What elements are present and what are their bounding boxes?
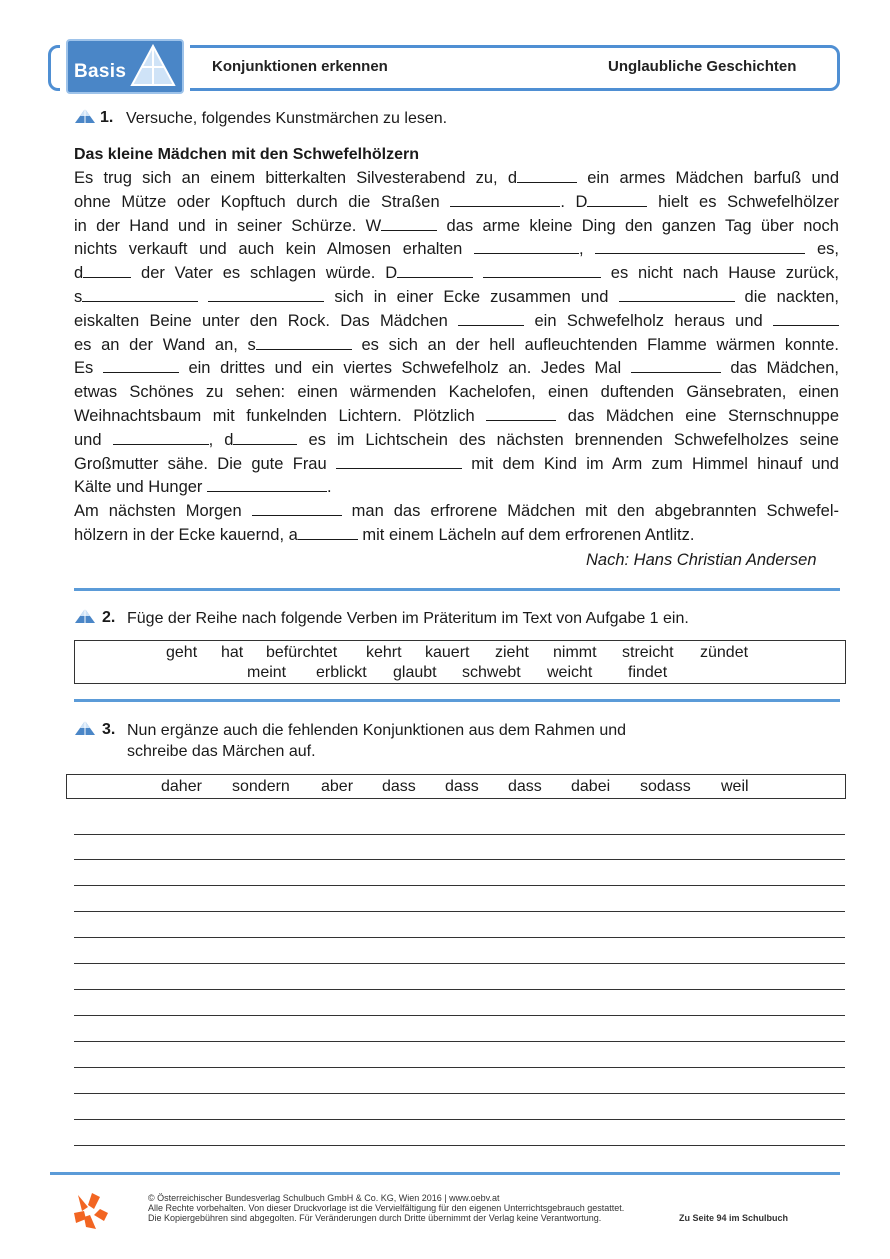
story-line: d der Vater es schlagen würde. D es nicht nach Hause zurück, <box>74 264 839 283</box>
gap-blank[interactable] <box>336 454 462 469</box>
copyright: © Österreichischer Bundesverlag Schulbuch GmbH & Co. KG, Wien 2016 | www.oebv.at <box>148 1193 500 1203</box>
page-reference: Zu Seite 94 im Schulbuch <box>679 1213 789 1223</box>
gap-blank[interactable] <box>233 430 297 445</box>
story-line: Am nächsten Morgen man das erfrorene Mädchen mit den abgebrannten Schwefel- <box>74 502 839 521</box>
task3-instruction-line2: schreibe das Märchen auf. <box>127 743 316 760</box>
conjunction-item: dass <box>508 778 542 795</box>
writing-line[interactable] <box>74 834 845 835</box>
gap-blank[interactable] <box>83 263 131 278</box>
gap-blank[interactable] <box>397 263 473 278</box>
gap-blank[interactable] <box>256 335 352 350</box>
story-line: Kälte und Hunger . <box>74 478 332 497</box>
task-pyramid-icon <box>74 608 96 624</box>
section-title: Unglaubliche Geschichten <box>608 58 797 75</box>
story-line: Es trug sich an einem bitterkalten Silvesterabend zu, d ein armes Mädchen barfuß und <box>74 169 839 187</box>
task3-instruction-line1: Nun ergänze auch die fehlenden Konjunktionen aus dem Rahmen und <box>127 722 627 739</box>
task-pyramid-icon <box>74 108 96 124</box>
task1-number: 1. <box>100 109 114 126</box>
conjunction-item: weil <box>721 778 749 795</box>
story-line: Weihnachtsbaum mit funkelnden Lichtern. Plötzlich das Mädchen eine Sternschnuppe <box>74 406 840 425</box>
conjunction-box <box>66 774 846 799</box>
verb-item: hat <box>221 644 244 661</box>
gap-blank[interactable] <box>773 311 839 326</box>
section-divider <box>74 588 840 591</box>
writing-line[interactable] <box>74 1119 845 1120</box>
writing-line[interactable] <box>74 1067 845 1068</box>
gap-blank[interactable] <box>483 263 601 278</box>
writing-line[interactable] <box>74 1015 845 1016</box>
gap-blank[interactable] <box>450 192 560 207</box>
verb-item: geht <box>166 644 198 661</box>
story-line: ohne Mütze oder Kopftuch durch die Straßen . D hielt es Schwefelhölzer <box>74 192 839 211</box>
writing-line[interactable] <box>74 1093 845 1094</box>
verb-item: glaubt <box>393 664 437 681</box>
gap-blank[interactable] <box>207 477 327 492</box>
story-line: es an der Wand an, s es sich an der hell aufleuchtenden Flamme wärmen konnte. <box>74 335 839 354</box>
conjunction-item: sondern <box>232 778 290 795</box>
conjunction-item: dabei <box>571 778 611 795</box>
conjunction-item: sodass <box>640 778 691 795</box>
task3-number: 3. <box>102 721 116 738</box>
gap-blank[interactable] <box>103 358 179 373</box>
writing-line[interactable] <box>74 963 845 964</box>
writing-line[interactable] <box>74 1145 845 1146</box>
publisher-logo-icon <box>70 1191 110 1231</box>
story-line: nichts verkauft und auch kein Almosen erhalten , es, <box>74 240 839 259</box>
gap-blank[interactable] <box>208 287 324 302</box>
conjunction-item: aber <box>321 778 354 795</box>
story-line: in der Hand und in seiner Schürze. W das arme kleine Ding den ganzen Tag über noch <box>74 216 839 235</box>
gap-blank[interactable] <box>474 239 579 254</box>
gap-blank[interactable] <box>587 192 647 207</box>
story-line: etwas Schönes zu sehen: einen wärmenden Kachelofen, einen duftenden Gänsebraten, einen <box>74 383 839 402</box>
gap-blank[interactable] <box>517 168 577 183</box>
page-title: Konjunktionen erkennen <box>212 58 388 75</box>
level-label: Basis <box>74 61 127 82</box>
writing-line[interactable] <box>74 937 845 938</box>
story-line: Großmutter sähe. Die gute Frau mit dem Kind im Arm zum Himmel hinauf und <box>74 454 839 473</box>
verb-item: nimmt <box>553 644 597 661</box>
writing-line[interactable] <box>74 885 845 886</box>
story-title: Das kleine Mädchen mit den Schwefelhölzern <box>74 146 419 163</box>
gap-blank[interactable] <box>486 406 556 421</box>
gap-blank[interactable] <box>631 358 721 373</box>
story-line: Es ein drittes und ein viertes Schwefelholz an. Jedes Mal das Mädchen, <box>74 359 839 378</box>
writing-line[interactable] <box>74 1041 845 1042</box>
conjunction-item: dass <box>445 778 479 795</box>
verb-item: zündet <box>700 644 749 661</box>
gap-blank[interactable] <box>619 287 735 302</box>
story-text <box>74 167 839 548</box>
writing-line[interactable] <box>74 911 845 912</box>
verb-item: zieht <box>495 644 529 661</box>
writing-line[interactable] <box>74 989 845 990</box>
gap-blank[interactable] <box>458 311 524 326</box>
gap-blank[interactable] <box>381 216 437 231</box>
gap-blank[interactable] <box>113 430 209 445</box>
gap-blank[interactable] <box>298 525 358 540</box>
verb-box <box>74 640 846 684</box>
story-line: eiskalten Beine unter den Rock. Das Mädchen ein Schwefelholz heraus und <box>74 310 839 334</box>
section-divider <box>74 699 840 702</box>
verb-item: erblickt <box>316 664 367 681</box>
story-line: s sich in einer Ecke zusammen und die nackten, <box>74 287 840 306</box>
story-line: und , d es im Lichtschein des nächsten brennenden Schwefelholzes seine <box>74 430 839 449</box>
gap-blank[interactable] <box>252 501 342 516</box>
task-pyramid-icon <box>74 720 96 736</box>
task1-instruction: Versuche, folgendes Kunstmärchen zu lesen. <box>126 110 448 127</box>
verb-item: kauert <box>425 644 470 661</box>
verb-item: meint <box>247 664 287 681</box>
verb-item: kehrt <box>366 644 402 661</box>
story-line: hölzern in der Ecke kauernd, a mit einem Lächeln auf dem erfrorenen Antlitz. <box>74 525 695 544</box>
footer-divider <box>50 1172 840 1175</box>
rights-notice: Alle Rechte vorbehalten. Von dieser Druckvorlage ist die Vervielfältigung für den eigenen Unterrichtsgebrauch gestattet. <box>148 1203 625 1213</box>
task2-instruction: Füge der Reihe nach folgende Verben im Präteritum im Text von Aufgabe 1 ein. <box>127 610 689 627</box>
pyramid-icon <box>130 43 176 88</box>
writing-line[interactable] <box>74 859 845 860</box>
story-author: Nach: Hans Christian Andersen <box>586 551 817 569</box>
verb-item: befürchtet <box>266 644 338 661</box>
verb-item: streicht <box>622 644 674 661</box>
fees-notice: Die Kopiergebühren sind abgegolten. Für Veränderungen durch Dritte übernimmt der Verlag keine Verantwortung. <box>148 1213 602 1223</box>
verb-item: findet <box>628 664 668 681</box>
gap-blank[interactable] <box>595 239 805 254</box>
task2-number: 2. <box>102 609 116 626</box>
verb-item: schwebt <box>462 664 521 681</box>
gap-blank[interactable] <box>82 287 198 302</box>
verb-item: weicht <box>547 664 593 681</box>
conjunction-item: daher <box>161 778 202 795</box>
conjunction-item: dass <box>382 778 416 795</box>
